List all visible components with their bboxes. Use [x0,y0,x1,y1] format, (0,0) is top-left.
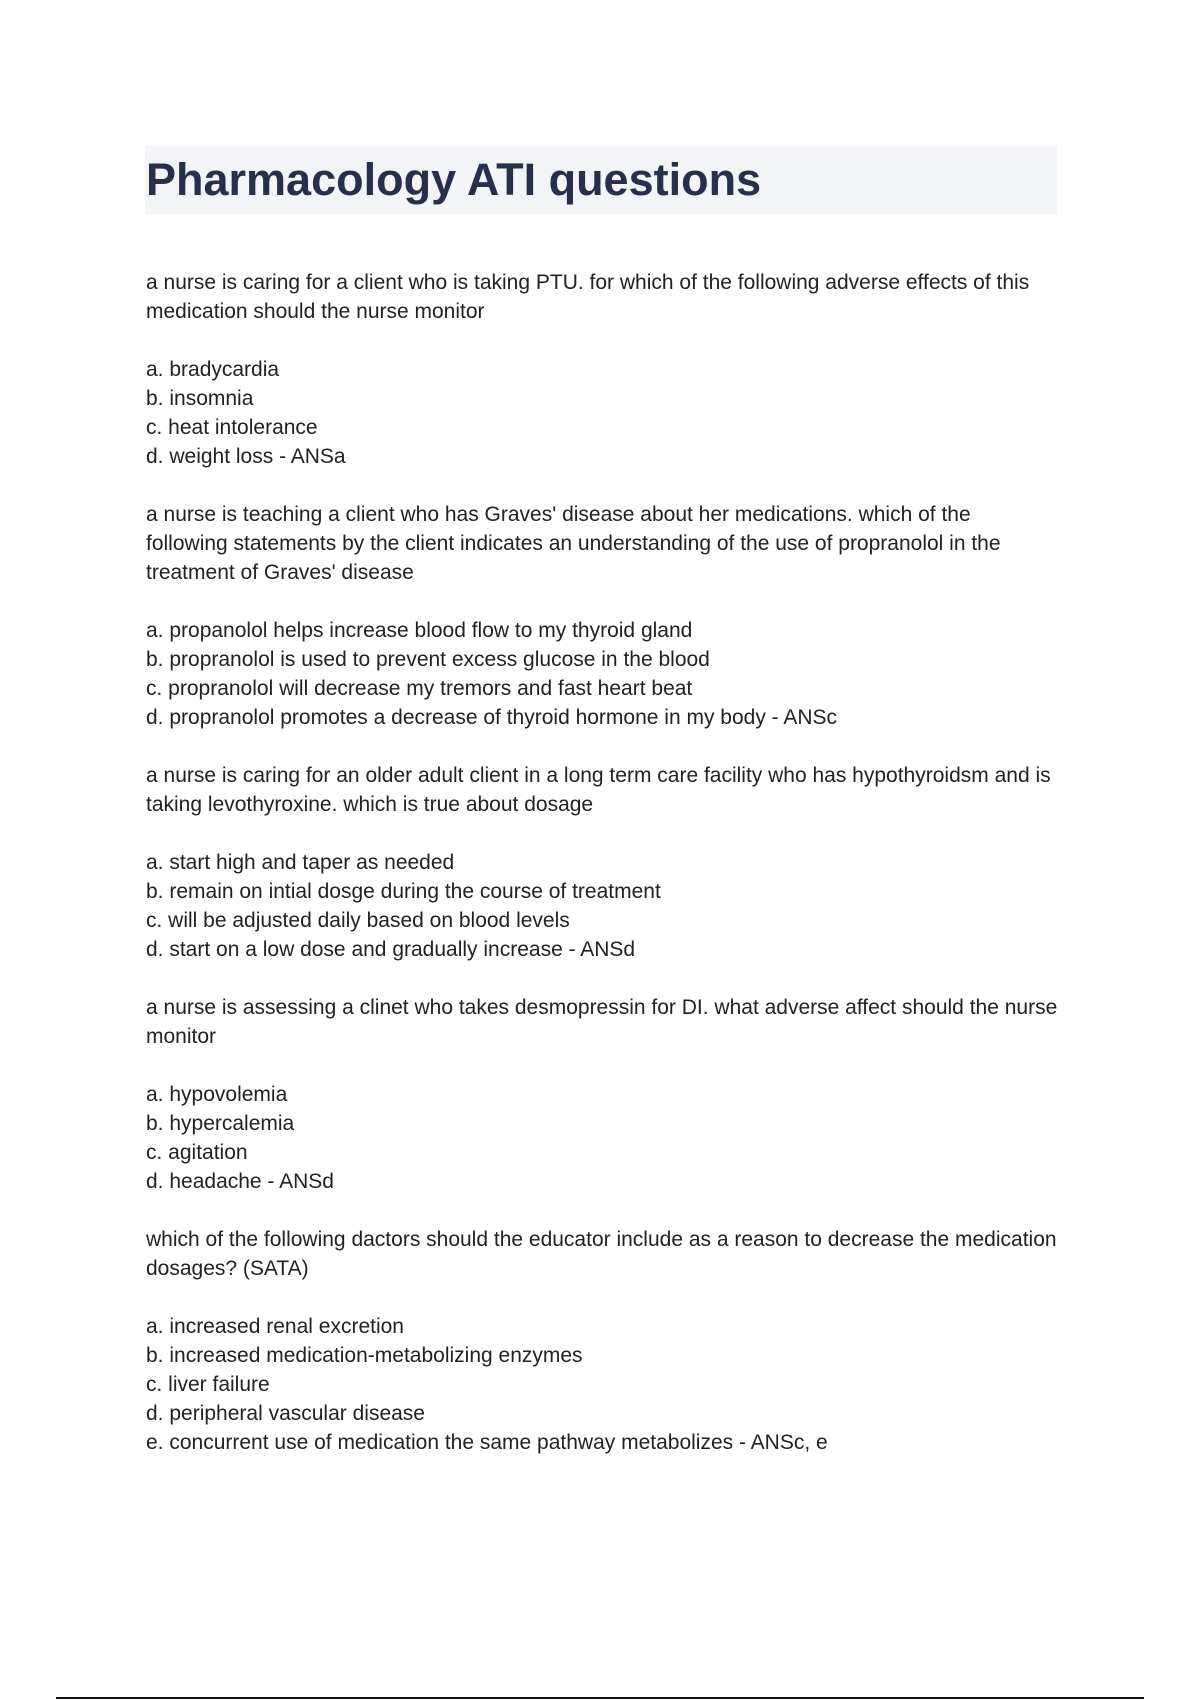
answer-options [146,355,1058,471]
answer-option: b. propranolol is used to prevent excess glucose in the blood [146,648,710,671]
answer-option: a. bradycardia [146,358,280,381]
answer-option: d. headache - ANSd [146,1170,334,1193]
answer-option: c. agitation [146,1141,248,1164]
answer-option: d. peripheral vascular disease [146,1402,425,1425]
answer-option: c. liver failure [146,1373,270,1396]
answer-option: c. propranolol will decrease my tremors and fast heart beat [146,677,693,700]
question-text: a nurse is caring for a client who is taking PTU. for which of the following adverse effects of this medication should the nurse monitor [146,271,1030,323]
answer-option: a. propanolol helps increase blood flow to my thyroid gland [146,619,693,642]
answer-option: c. heat intolerance [146,416,318,439]
answer-option: b. hypercalemia [146,1112,295,1135]
questions-list [146,268,1058,1486]
question-block-1 [146,268,1058,471]
answer-options [146,848,1058,964]
footer-divider [56,1697,1144,1699]
question-text: a nurse is teaching a client who has Graves' disease about her medications. which of the following statements by the client indicates an understanding of the use of propranolol in the treatment of Graves' disease [146,503,1001,584]
answer-option: c. will be adjusted daily based on blood levels [146,909,570,932]
question-block-4 [146,993,1058,1196]
question-block-2 [146,500,1058,732]
question-block-3 [146,761,1058,964]
document-title: Pharmacology ATI questions [146,154,762,205]
answer-option: a. increased renal excretion [146,1315,404,1338]
question-text: a nurse is assessing a clinet who takes desmopressin for DI. what adverse affect should the nurse monitor [146,996,1058,1048]
answer-option: d. propranolol promotes a decrease of thyroid hormone in my body - ANSc [146,706,838,729]
question-text: a nurse is caring for an older adult client in a long term care facility who has hypothyroidsm and is taking levothyroxine. which is true about dosage [146,764,1051,816]
answer-option: b. remain on intial dosge during the course of treatment [146,880,661,903]
answer-option: a. hypovolemia [146,1083,288,1106]
answer-options [146,1312,1058,1457]
question-text: which of the following dactors should the educator include as a reason to decrease the medication dosages? (SATA) [146,1228,1057,1280]
question-block-5 [146,1225,1058,1457]
answer-option: e. concurrent use of medication the same pathway metabolizes - ANSc, e [146,1431,828,1454]
answer-option: d. weight loss - ANSa [146,445,346,468]
answer-options [146,1080,1058,1196]
answer-option: d. start on a low dose and gradually increase - ANSd [146,938,636,961]
answer-option: a. start high and taper as needed [146,851,455,874]
answer-option: b. insomnia [146,387,254,410]
answer-option: b. increased medication-metabolizing enzymes [146,1344,583,1367]
answer-options [146,616,1058,732]
